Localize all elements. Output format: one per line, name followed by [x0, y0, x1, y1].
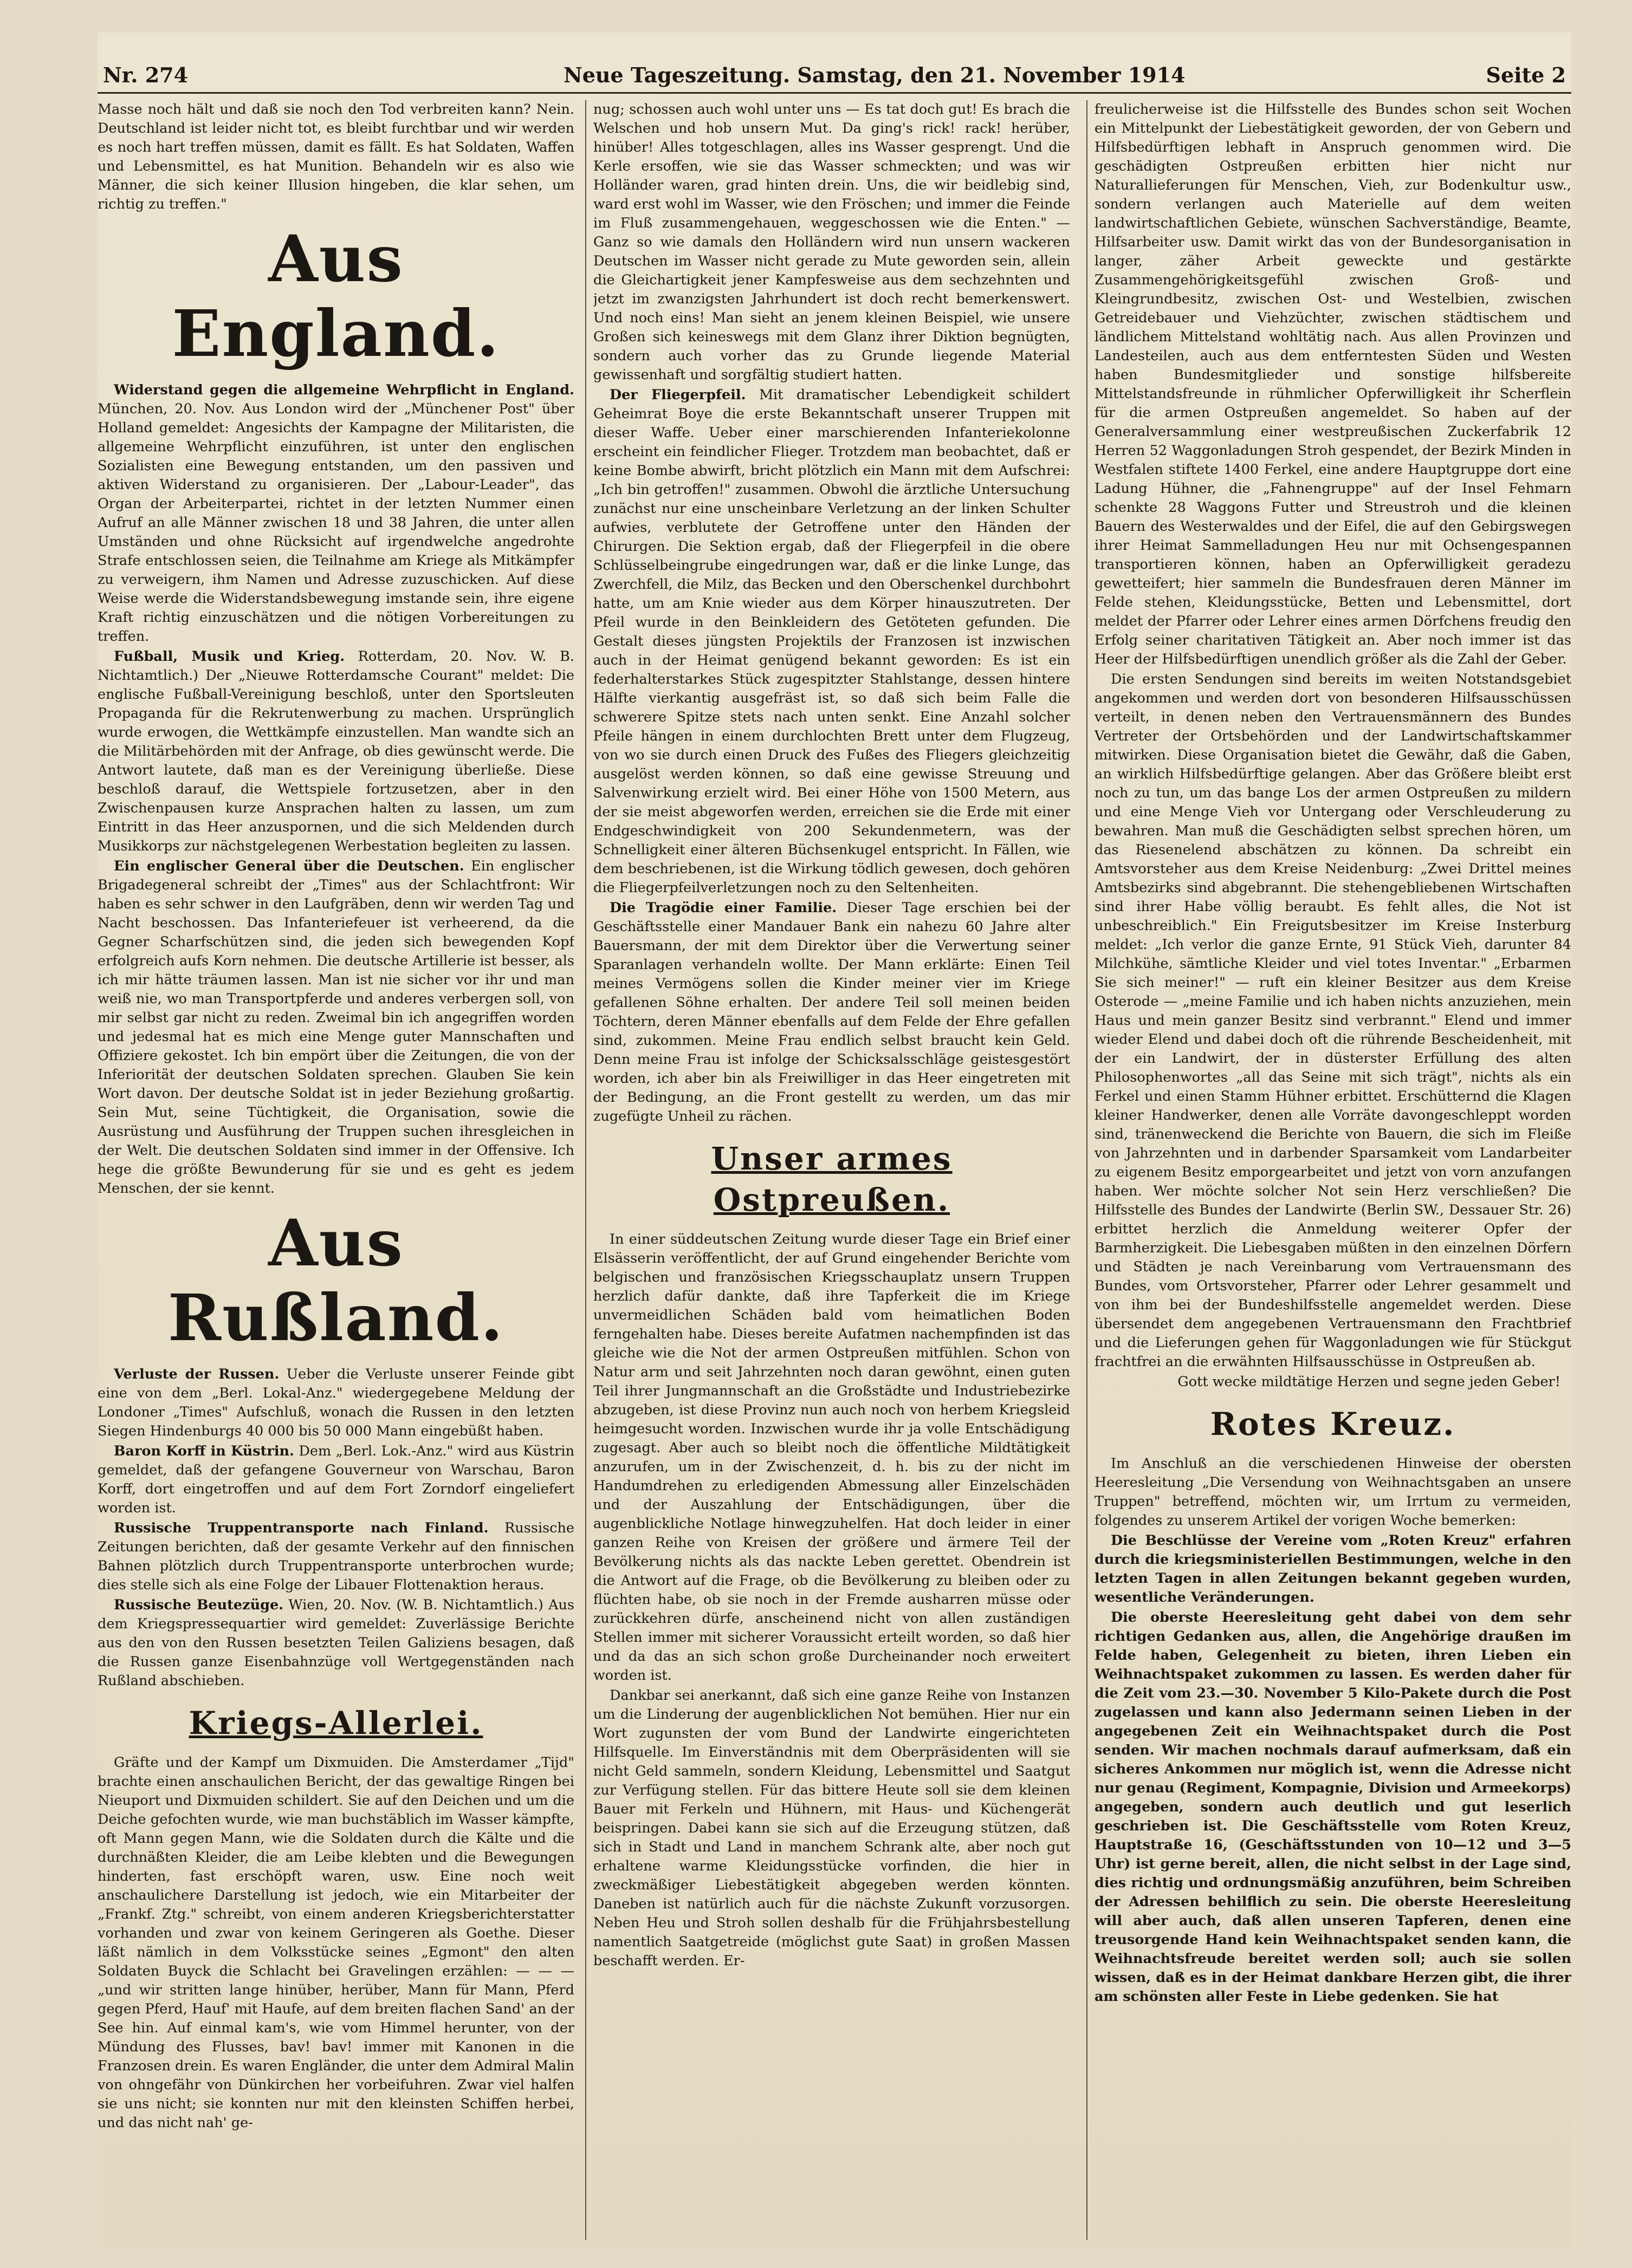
article-paragraph: Dankbar sei anerkannt, daß sich eine ganze Reihe von Instanzen um die Linderung der augenblicklichen Not bemühen. Hier nur ein Wort zugunsten der vom Bund der Landwirte eingerichteten Hilfsquelle. Im Einverständnis mit dem Oberpräsidenten will sie nicht Geld sammeln, sondern Kleidung, Lebensmittel und Saatgut zur Verfügung stellen. Für das bittere Heute soll sie dem kleinen Bauer mit Ferkeln und Hühnern, mit Haus- und Küchengerät beispringen. Dabei kann sie sich auf die Erzeugung stützen, daß sich in Stadt und Land in manchem Schrank alte, aber noch gut erhaltene warme Kleidungsstücke vorfinden, die hier in zweckmäßiger Liebestätigkeit abgegeben werden könnten. Daneben ist natürlich auch für die nächste Zukunft vorzusorgen. Neben Heu und Stroh sollen deshalb für die Frühjahrsbestellung namentlich Saatgetreide (möglichst gute Saat) in großen Massen beschafft werden. Er- — [593, 1687, 1070, 1969]
article-body: Wien, 20. Nov. (W. B. Nichtamtlich.) Aus dem Kriegspressequartier wird gemeldet: Zuverlässige Berichte aus den von den Russen besetzten Teilen Galiziens besagen, daß die Russen ganze Eisenbahnzüge voll Wertgegenständen nach Rußland abschieben. — [98, 1597, 574, 1689]
article-body: Ein englischer Brigadegeneral schreibt der „Times" aus der Schlachtfront: Wir haben es sehr schwer in den Laufgräben, denn wir werden Tag und Nacht beschossen. Das Infanteriefeuer ist verheerend, da die Gegner Scharfschützen sind, die jeden sich bewegenden Kopf erfolgreich aufs Korn nehmen. Die deutsche Artillerie ist besser, als ich mir hätte träumen lassen. Man ist nie sicher vor ihr und man weiß nie, wo man Transportpferde und anderes verbergen soll, von mir selbst gar nicht zu reden. Zweimal bin ich angegriffen worden und jedesmal hat es mich eine Menge guter Mannschaften und Offiziere gekostet. Ich bin empört über die Zeitungen, die von der Inferiorität der deutschen Soldaten sprechen. Glauben Sie kein Wort davon. Der deutsche Soldat ist in jeder Beziehung großartig. Sein Mut, seine Tüchtigkeit, die Organisation, sowie die Ausrüstung und Ausführung der Truppen suchen ihresgleichen in der Welt. Die deutschen Soldaten sind immer in der Offensive. Ich hege die größte Bewunderung für sie und es geht es jedem Menschen, der sie kennt. — [98, 858, 574, 1197]
article-lead: Russische Beutezüge. — [114, 1597, 284, 1613]
section-heading-ostpreussen: Unser armes Ostpreußen. — [711, 1140, 953, 1218]
article-continuation: Masse noch hält und daß sie noch den Tod verbreiten kann? Nein. Deutschland ist leider nicht tot, es bleibt furchtbar und wir werden es noch hart treffen müssen, damit es fällt. Es hat Soldaten, Waffen und Lebensmittel, es hat Munition. Behandeln wir es also wie Männer, die sich keiner Illusion hingeben, die klar sehen, um richtig zu treffen." — [98, 101, 574, 212]
section-heading-allerlei: Kriegs-Allerlei. — [189, 1705, 483, 1741]
article-paragraph: Im Anschluß an die verschiedenen Hinweise der obersten Heeresleitung „Die Versendung von Weihnachtsgaben an unsere Truppen" betreffend, möchten wir, um Irrtum zu vermeiden, folgendes zu unserem Artikel der vorigen Woche bemerken: — [1095, 1455, 1571, 1529]
article-lead: Verluste der Russen. — [114, 1366, 280, 1382]
article-paragraph — [98, 1365, 574, 1441]
article-body: Mit dramatischer Lebendigkeit schildert Geheimrat Boye die erste Bekanntschaft unserer Truppen mit dieser Waffe. Ueber einer marschierenden Infanteriekolonne erscheint ein feindlicher Flieger. Trotzdem man beobachtet, daß er keine Bombe abwirft, bricht plötzlich ein Mann mit dem Aufschrei: „Ich bin getroffen!" zusammen. Obwohl die ärztliche Untersuchung zunächst nur eine unscheinbare Verletzung an der linken Schulter aufwies, verblutete der Getroffene unter den Händen der Chirurgen. Die Sektion ergab, daß der Fliegerpfeil in die obere Schlüsselbeingrube eingedrungen war, daß er die linke Lunge, das Zwerchfell, die Milz, das Becken und den Oberschenkel durchbohrt hatte, um am Knie wieder aus dem Körper hinauszutreten. Der Pfeil wurde in den Beinkleidern des Getöteten gefunden. Die Gestalt dieses jüngsten Projektils der Franzosen ist inzwischen auch in der Heimat genügend bekannt geworden: Es ist ein federhalterstarkes Stück zugespitzter Stahlstange, dessen hintere Hälfte vierkantig ausgefräst ist, so daß sich beim Falle die schwerere Spitze stets nach unten senkt. Eine Anzahl solcher Pfeile hängen in einem durchlochten Brett unter dem Flugzeug, von wo sie durch einen Druck des Fußes des Fliegers gleichzeitig ausgelöst werden können, so daß eine gewisse Streuung und Salvenwirkung erzielt wird. Bei einer Höhe von 1500 Metern, aus der sie meist abgeworfen werden, erreichen sie die Erde mit einer Endgeschwindigkeit von 200 Sekundenmetern, was der Schnelligkeit einer älteren Büchsenkugel entspricht. In Fällen, wie dem beschriebenen, ist die Wirkung tödlich gewesen, doch gehören die Fliegerpfeilverletzungen noch zu den Seltenheiten. — [593, 387, 1070, 896]
masthead — [98, 60, 1571, 94]
article-lead: Widerstand gegen die allgemeine Wehrpflicht in England. — [114, 382, 574, 398]
article-paragraph — [98, 1519, 574, 1595]
article-body: Russische Zeitungen berichten, daß der gesamte Verkehr auf den finnischen Bahnen plötzlich durch Truppentransporte unterbrochen wurde; dies stelle sich als eine Folge der Libauer Flottenaktion heraus. — [98, 1520, 574, 1593]
paper-title-date: Neue Tageszeitung. Samstag, den 21. November 1914 — [564, 63, 1186, 87]
article-paragraph — [98, 1596, 574, 1691]
article-paragraph — [98, 857, 574, 1198]
article-paragraph: Die ersten Sendungen sind bereits im weiten Notstandsgebiet angekommen und werden dort von besonderen Hilfsausschüssen verteilt, in denen neben den Vertrauensmännern des Bundes Vertreter der Ortsbehörden und der Landwirtschaftskammer mitwirken. Diese Organisation bietet die Gewähr, daß die Gaben, an wirklich Hilfsbedürftige gelangen. Aber das Größere bleibt erst noch zu tun, um das bange Los der armen Ostpreußen zu mildern und eine Menge Vieh vor Untergang oder Verschleuderung zu bewahren. Man muß die Geschädigten selbst sprechen hören, um das Riesenelend abschätzen zu können. Da schreibt ein Amtsvorsteher aus dem Kreise Neidenburg: „Zwei Drittel meines Amtsbezirks sind abgebrannt. Die stehengebliebenen Wirtschaften sind ihrer Habe völlig beraubt. Es fehlt alles, die Not ist unbeschreiblich." Ein Freigutsbesitzer im Kreise Insterburg meldet: „Ich verlor die ganze Ernte, 91 Stück Vieh, darunter 84 Milchkühe, sämtliche Kleider und viel totes Inventar." „Erbarmen Sie sich meiner!" — ruft ein kleiner Besitzer aus dem Kreise Osterode — „meine Familie und ich haben nichts anzuziehen, mein Haus und mein ganzer Besitz sind verbrannt." Elend und immer wieder Elend und dabei doch oft die rührende Bescheidenheit, mit der ein Landwirt, der in düsterster Erfüllung des alten Philosophenwortes „all das Seine mit sich trägt", nichts als ein Ferkel und einen Stamm Hühner erbittet. Erschütternd die Klagen kleiner Handwerker, denen alle Vorräte davongeschleppt worden sind, tränenweckend die Berichte von Bauern, die sich im Fleiße von Jahrzehnten und in darbender Sparsamkeit vom Landarbeiter zu eigenem Besitz emporgearbeitet und jetzt von vorn anzufangen haben. Wer möchte solcher Not sein Herz verschließen? Die Hilfsstelle des Bundes der Landwirte (Berlin SW., Dessauer Str. 26) erbittet herzlich die Anmeldung weiterer Opfer der Barmherzigkeit. Die Liebesgaben müßten in den einzelnen Dörfern und Städten je nach Vereinbarung vom Vertrauensmann des Bundes, vom Ortsvorsteher, Pfarrer oder Lehrer gesammelt und von ihm bei der Bundeshilfsstelle angemeldet werden. Diese übersendet dem angegebenen Vertrauensmann den Frachtbrief und die Lieferungen gehen für Waggonladungen wie für Stückgut frachtfrei an die erwähnten Hilfsausschüsse in Ostpreußen ab. — [1095, 671, 1571, 1370]
article-body: München, 20. Nov. Aus London wird der „Münchener Post" über Holland gemeldet: Angesichts der Kampagne der Militaristen, die allgemeine Wehrpflicht einzuführen, ist unter den englischen Sozialisten eine Bewegung entstanden, um den passiven und aktiven Widerstand zu organisieren. Der „Labour-Leader", das Organ der Arbeiterpartei, richtet in der letzten Nummer einen Aufruf an alle Männer zwischen 18 und 38 Jahren, die unter allen Umständen und ohne Rücksicht auf irgendwelche angedrohte Strafe entschlossen seien, die Teilnahme am Kriege als Mitkämpfer zu verweigern, ihm Namen und Adresse zuzuschicken. Auf diese Weise werde die Widerstandsbewegung imstande sein, ihre eigene Kraft richtig einzuschätzen und die nötigen Vorbereitungen zu treffen. — [98, 401, 574, 645]
article-body: Dem „Berl. Lok.-Anz." wird aus Küstrin gemeldet, daß der gefangene Gouverneur von Warschau, Baron Korff, dort eingetroffen und auf dem Fort Zorndorf eingeliefert worden ist. — [98, 1443, 574, 1516]
article-signoff: Gott wecke mildtätige Herzen und segne jeden Geber! — [1177, 1374, 1560, 1390]
article-paragraph: In einer süddeutschen Zeitung wurde dieser Tage ein Brief einer Elsässerin veröffentlicht, der auf Grund eingehender Berichte vom belgischen und französischen Kriegsschauplatz unsern Truppen herzlich dafür dankte, daß ihre Tapferkeit die im Kriege unvermeidlichen Schäden bald vom heimatlichen Boden ferngehalten habe. Dieses bereite Aufatmen nachempfinden ist das gleiche wie die Not der armen Ostpreußen mitfühlen. Schon von Natur arm und seit Jahrzehnten noch daran gewöhnt, einen guten Teil ihrer Jungmannschaft an die Großstädte und Industriebezirke abzugeben, ist diese Provinz nun auch noch von herbem Kriegsleid heimgesucht worden. Inzwischen wurde ihr ja volle Entschädigung zugesagt. Aber auch so bleibt noch die öffentliche Mildtätigkeit anzurufen, um in der Zwischenzeit, d. h. bis zu der nicht im Handumdrehen zu erledigenden Abmessung aller Einzelschäden und der Auszahlung der Entschädigungen, über die augenblickliche Notlage hinwegzuhelfen. Hat doch leider in einer ganzen Reihe von Kreisen der größere und ärmere Teil der Bevölkerung nichts als das nackte Leben gerettet. Obendrein ist die Antwort auf die Frage, ob die Bevölkerung zu bleiben oder zu flüchten habe, ob sie noch in der Fremde ausharren müsse oder zurückkehren dürfe, anscheinend nicht von allen zuständigen Stellen immer mit sicherer Voraussicht erteilt worden, so daß hier und da das an sich schon große Durcheinander noch erweitert worden ist. — [593, 1231, 1070, 1684]
article-lead: Fußball, Musik und Krieg. — [114, 648, 345, 665]
issue-number: Nr. 274 — [103, 63, 189, 87]
section-heading-england: Aus England. — [172, 221, 500, 371]
article-lead: Russische Truppentransporte nach Finland. — [114, 1520, 489, 1536]
column-1 — [98, 100, 574, 2245]
column-3 — [1095, 100, 1571, 2245]
article-paragraph — [98, 1442, 574, 1518]
article-lead: Ein englischer General über die Deutschen. — [114, 858, 464, 874]
article-lead: Der Fliegerpfeil. — [610, 387, 746, 403]
article-continuation: freulicherweise ist die Hilfsstelle des Bundes schon seit Wochen ein Mittelpunkt der Liebestätigkeit geworden, der von Gebern und Hilfsbedürftigen lebhaft in Anspruch genommen wird. Die geschädigten Ostpreußen erbitten hier nicht nur Naturallieferungen für Menschen, Vieh, zur Bodenkultur usw., sondern verlangen auch Materielle auf dem weiten landwirtschaftlichen Gebiete, wünschen Sachverständige, Beamte, Hilfsarbeiter usw. Damit wirkt das von der Bundesorganisation in langer, zäher Arbeit geweckte und gestärkte Zusammengehörigkeitsgefühl zwischen Groß- und Kleingrundbesitz, zwischen Ost- und Westelbien, zwischen Getreidebauer und Viehzüchter, zwischen städtischem und ländlichem Mittelstand wohltätig nach. Aus allen Provinzen und Landesteilen, auch aus dem entferntesten Süden und Westen haben Bundesmitglieder und sonstige hilfsbereite Mittelstandsfreunde in rühmlicher Opferwilligkeit ihr Scherflein für die armen Ostpreußen angemeldet. So haben auf der Generalversammlung einer westpreußischen Zuckerfabrik 12 Herren 52 Waggonladungen Stroh gespendet, der Bezirk Minden in Westfalen stiftete 1400 Ferkel, eine andere Hauptgruppe dort eine Ladung Hühner, die „Fahnengruppe" auf der Insel Fehmarn schenkte 28 Waggons Futter und Streustroh und die kleinen Bauern des Westerwaldes und der Eifel, die auf den Gebirgswegen ihrer Heimat Sammelladungen Heu nur mit Ochsengespannen transportieren können, haben an Opferwilligkeit geradezu gewetteifert; hier sammeln die Bundesfrauen deren Männer im Felde stehen, Kleidungsstücke, Betten und Lebensmittel, dort meldet der Pfarrer oder Lehrer eines armen Dörfchens freudig den Erfolg seiner charitativen Tätigkeit an. Aber noch immer ist das Heer der Hilfsbedürftigen unendlich größer als die Zahl der Geber. — [1095, 101, 1571, 667]
article-lead: Baron Korff in Küstrin. — [114, 1443, 294, 1459]
article-continuation: nug; schossen auch wohl unter uns — Es tat doch gut! Es brach die Welschen und hob unsern Mut. Da ging's rick! rack! herüber, hinüber! Alles totgeschlagen, alles ins Wasser gesprengt. Und die Kerle ersoffen, wie sie das Wasser schmeckten; und was wir Holländer waren, grad hinten drein. Uns, die wir beidlebig sind, ward erst wohl im Wasser, wie den Fröschen; und immer die Feinde im Fluß zusammengehauen, weggeschossen wie die Enten." — Ganz so wie damals den Holländern wird nun unsern wackeren Deutschen im Wasser nicht gerade zu Mute geworden sein, allein die Gleichartigkeit jener Kampfesweise aus dem sechzehnten und jetzt im zwanzigsten Jahrhundert ist doch recht bemerkenswert. Und noch eins! Man sieht an jenem kleinen Beispiel, wie unsere Großen sich keineswegs mit dem Glanz ihrer Diktion begnügten, sondern auch vorher das zu Grunde liegende Material gewissenhaft und sorgfältig studiert hatten. — [593, 101, 1070, 383]
newspaper-page — [98, 33, 1571, 2248]
column-rule — [1086, 100, 1087, 2240]
column-2 — [593, 100, 1070, 2245]
column-rule — [585, 100, 586, 2240]
article-paragraph — [98, 381, 574, 646]
section-heading-rotes-kreuz: Rotes Kreuz. — [1210, 1406, 1456, 1442]
section-heading-russland: Aus Rußland. — [167, 1205, 504, 1355]
article-lead: Die Tragödie einer Familie. — [610, 900, 837, 916]
article-paragraph: Die Beschlüsse der Vereine vom „Roten Kreuz" erfahren durch die kriegsministeriellen Bestimmungen, welche in den letzten Tagen in allen Zeitungen bekannt gegeben wurden, wesentliche Veränderungen. — [1095, 1532, 1571, 1606]
article-paragraph — [593, 899, 1070, 1126]
article-paragraph: Gräfte und der Kampf um Dixmuiden. Die Amsterdamer „Tijd" brachte einen anschaulichen Bericht, der das gewaltige Ringen bei Nieuport und Dixmuiden schildert. Sie auf den Deichen und um die Deiche gefochten wurde, wie man buchstäblich im Wasser kämpfte, oft Mann gegen Mann, wie die Soldaten durch die Kälte und die durchnäßten Kleider, die am Leibe klebten und die Bewegungen hinderten, fast erschöpft waren, usw. Eine noch weit anschaulichere Darstellung ist jedoch, wie ein Mitarbeiter der „Frankf. Ztg." schreibt, von einem anderen Kriegsberichterstatter vorhanden und zwar von keinem Geringeren als Goethe. Dieser läßt nämlich in dem Volksstücke seines „Egmont" den alten Soldaten Buyck die Schlacht bei Gravelingen erzählen: — — — „und wir stritten lange hinüber, herüber, Mann für Mann, Pferd gegen Pferd, Hauf' mit Haufe, auf dem breiten flachen Sand' an der See hin. Auf einmal kam's, wie vom Himmel herunter, von der Mündung des Flusses, bav! bav! immer mit Kanonen in die Franzosen drein. Es waren Engländer, die unter dem Admiral Malin von ohngefähr von Dünkirchen her vorbeifuhren. Zwar viel halfen sie uns nicht; sie konnten nur mit den kleinsten Schiffen herbei, und das nicht nah' ge- — [98, 1754, 574, 2131]
page-number: Seite 2 — [1486, 63, 1566, 87]
article-body: Dieser Tage erschien bei der Geschäftsstelle einer Mandauer Bank ein nahezu 60 Jahre alter Bauersmann, der mit dem Direktor über die Verwertung seiner Sparanlagen verhandeln wollte. Der Mann erklärte: Einen Teil meines Vermögens sollen die Kinder meiner vier im Kriege gefallenen Söhne erhalten. Der andere Teil soll meinen beiden Töchtern, deren Männer ebenfalls auf dem Felde der Ehre gefallen sind, zukommen. Meine Frau endlich selbst braucht kein Geld. Denn meine Frau ist infolge der Schicksalsschläge geistesgestört worden, ich aber bin als Freiwilliger in das Heer eingetreten mit der Bedingung, an die Front gestellt zu werden, um das mir zugefügte Unheil zu rächen. — [593, 900, 1070, 1125]
article-body: Ueber die Verluste unserer Feinde gibt eine von dem „Berl. Lokal-Anz." wiedergegebene Meldung der Londoner „Times" Aufschluß, wonach die Russen in den letzten Siegen Hindenburgs 40 000 bis 50 000 Mann eingebüßt haben. — [98, 1366, 574, 1439]
article-body: Rotterdam, 20. Nov. W. B. Nichtamtlich.) Der „Nieuwe Rotterdamsche Courant" meldet: Die englische Fußball-Vereinigung beschloß, unter den Sportsleuten Propaganda für die Rekrutenwerbung zu machen. Ursprünglich wurde erwogen, die Wettkämpfe einzustellen. Man wandte sich an die Militärbehörden mit der Anfrage, ob dies gewünscht werde. Die Antwort lautete, daß man es der Vereinigung überließe. Diese beschloß darauf, die Wettspiele fortzusetzen, aber in den Zwischenpausen kurze Ansprachen halten zu lassen, um zum Eintritt in das Heer anzuspornen, und die sich Meldenden durch Musikkorps zur nächstgelegenen Werbestation begleiten zu lassen. — [98, 648, 574, 854]
article-paragraph — [593, 386, 1070, 898]
article-paragraph: Die oberste Heeresleitung geht dabei von dem sehr richtigen Gedanken aus, allen, die Angehörige draußen im Felde haben, Gelegenheit zu bieten, ihren Lieben ein Weihnachtspaket zukommen zu lassen. Es werden daher für die Zeit vom 23.—30. November 5 Kilo-Pakete durch die Post zugelassen und kann also Jedermann seinen Lieben in der angegebenen Zeit ein Weihnachtspaket durch die Post senden. Wir machen nochmals darauf aufmerksam, daß ein sicheres Ankommen nur möglich ist, wenn die Adresse nicht nur genau (Regiment, Kompagnie, Division und Armeekorps) angegeben, sondern auch deutlich und gut leserlich geschrieben ist. Die Geschäftsstelle vom Roten Kreuz, Hauptstraße 16, (Geschäftsstunden von 10—12 und 3—5 Uhr) ist gerne bereit, allen, die nicht selbst in der Lage sind, dies richtig und ordnungsmäßig anzuführen, beim Schreiben der Adressen behilflich zu sein. Die oberste Heeresleitung will aber auch, daß allen unseren Tapferen, denen eine treusorgende Hand kein Weihnachtspaket senden kann, die Weihnachtsfreude bereitet werden soll; auch sie sollen wissen, daß es in der Heimat dankbare Herzen gibt, die ihrer am schönsten aller Feste in Liebe gedenken. Sie hat — [1095, 1609, 1571, 2005]
article-paragraph — [98, 647, 574, 856]
